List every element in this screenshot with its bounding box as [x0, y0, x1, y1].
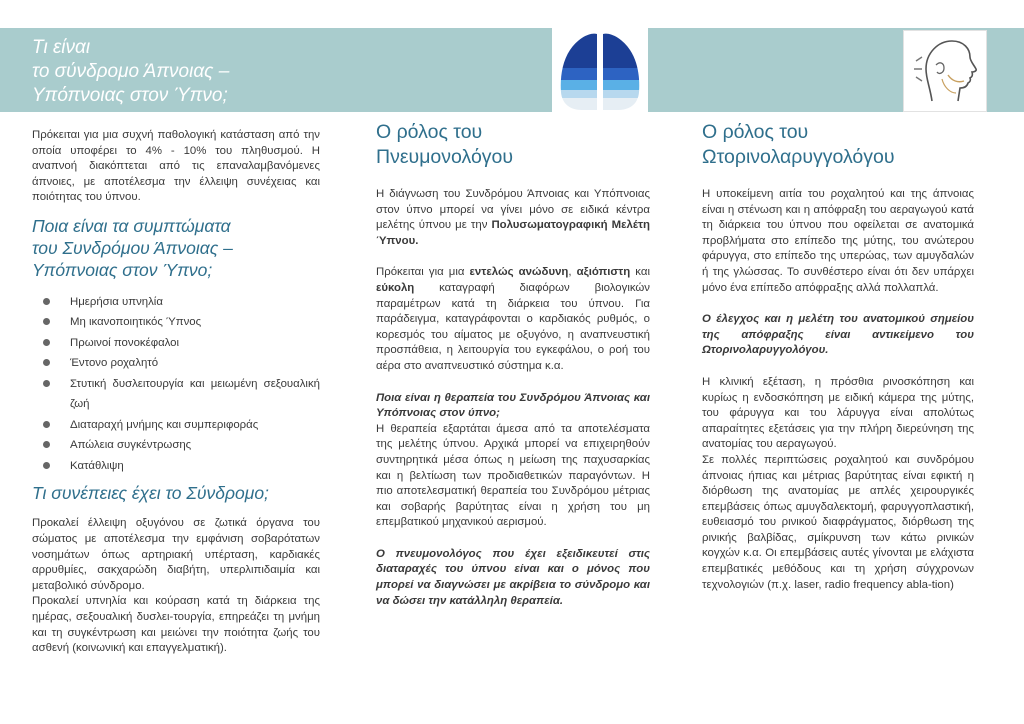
- polysomnography-paragraph: Πρόκειται για μια εντελώς ανώδυνη, αξιόπιστη και εύκολη καταγραφή διαφόρων βιολογικών παραμέτρων κατά τη διάρκεια του ύπνου. Για παράδειγμα, καταγράφονται ο καρδιακός ρυθμός, ο κορεσμός του αίματος με οξυγόνο, η αναπνευστική προσπάθεια, η λειτουργία του εγκεφάλου, ο ροή του αέρα στο αναπνευστικό σύστημα κ.α.: [376, 266, 650, 372]
- list-item: Στυτική δυσλειτουργία και μειωμένη σεξουαλική ζωή: [32, 374, 320, 415]
- surgery-paragraph: Σε πολλές περιπτώσεις ροχαλητού και συνδρόμου άπνοιας ήπιας και μέτριας βαρύτητας είναι εφικτή η διόρθωση της ανατομίας με απλές χειρουργικές επεμβάσεις όπως αμυγδαλεκτομή, φαρυγγοπλαστική, ευθειασμό του ρινικού διαφράγματος, διόρθωση της ρινικής βαλβίδας, σμίκρυνση των κάτω ρινικών κογχών κ.α. Οι επεμβάσεις αυτές γίνονται με ελάχιστα επεμβατικές μεθόδους και τη χρήση σύγχρονων τεχνολογιών (π.χ. laser, radio frequency abla-tion): [702, 453, 974, 591]
- list-item: Κατάθλιψη: [32, 456, 320, 477]
- symptoms-list: [32, 292, 320, 477]
- therapy-paragraph: Η θεραπεία εξαρτάται άμεσα από τα αποτελέσματα της μελέτης ύπνου. Αρχικά μπορεί να επιχειρηθούν συντηρητικά μέσα όπως η μείωση της παχυσαρκίας και η βελτίωση των προδιαθετικών παραγόντων. Η πιο αποτελεσματική θεραπεία του Συνδρόμου μέτριας και σοβαρής βαρύτητας είναι η χρήση του μη επεμβατικού μηχανικού αερισμού.: [376, 422, 650, 529]
- column-pulmonologist: [376, 120, 650, 609]
- ent-heading: Ο ρόλος του Ωτορινολαρυγγολόγου: [702, 121, 895, 168]
- list-item: Πρωινοί πονοκέφαλοι: [32, 333, 320, 354]
- lungs-icon: [552, 28, 648, 112]
- face-profile-icon: [904, 31, 986, 111]
- column-syndrome: [32, 128, 320, 657]
- page-title: Τι είναι το σύνδρομο Άπνοιας – Υπόπνοιας στον Ύπνο;: [32, 37, 230, 106]
- intro-paragraph: Πρόκειται για μια συχνή παθολογική κατάσταση από την οποία υποφέρει το 4% - 10% του πληθυσμού. Η αναπνοή διακόπτεται από τις επαναλαμβανόμενες άπνοιες, με αποτέλεσμα την έλλειψη συνέχειας και ποιότητας του ύπνου.: [32, 129, 320, 204]
- examination-paragraph: Η κλινική εξέταση, η πρόσθια ρινοσκόπηση και κυρίως η ενδοσκόπηση με ειδική κάμερα της μύτης, του φάρυγγα και του λάρυγγα είναι απολύτως απαραίτητες εξετάσεις για την πλήρη διερεύνηση της ανατομίας του αεραγωγού.: [702, 375, 974, 451]
- lungs-image: [552, 28, 648, 112]
- ent-emphasis: Ο έλεγχος και η μελέτη του ανατομικού σημείου της απόφραξης είναι αντικείμενο του Ωτορινολαρυγγολόγου.: [702, 313, 974, 357]
- face-image: [903, 30, 987, 112]
- diagnosis-paragraph: Η διάγνωση του Συνδρόμου Άπνοιας και Υπόπνοιας στον ύπνο μπορεί να γίνει μόνο σε ειδικά κέντρα μελέτης ύπνου με την Πολυσωματογραφική Μελέτη Ύπνου.: [376, 188, 651, 247]
- list-item: Απώλεια συγκέντρωσης: [32, 435, 320, 456]
- pulmonologist-heading: Ο ρόλος του Πνευμονολόγου: [376, 121, 514, 168]
- list-item: Μη ικανοποιητικός Ύπνος: [32, 312, 320, 333]
- cause-paragraph: Η υποκείμενη αιτία του ροχαλητού και της άπνοιας είναι η στένωση και η απόφραξη του αεραγωγού κατά τη διάρκεια του ύπνου που οφείλεται σε ανατομικά προβλήματα στο επίπεδο της μύτης, του ανώτερου φάρυγγα, στο επίπεδο της υπερώας, των αμυγδαλών ή της γλώσσας. Το συνθέστερο είναι ότι δεν υπάρχει μόνο ένα επίπεδο απόφραξης αλλά πολλαπλά.: [702, 188, 974, 294]
- consequences-paragraph-2: Προκαλεί υπνηλία και κούραση κατά τη διάρκεια της ημέρας, σεξουαλική δυσλει-τουργία, επηρεάζει τη μνήμη και τη συγκέντρωση και μειώνει την ποιότητα ζωής του ασθενή (κοινωνική και επαγγελματική).: [32, 595, 320, 655]
- list-item: Διαταραχή μνήμης και συμπεριφοράς: [32, 415, 320, 436]
- consequences-paragraph-1: Προκαλεί έλλειψη οξυγόνου σε ζωτικά όργανα του σώματος με αποτέλεσμα την εμφάνιση σοβαρότατων νοσημάτων όπως αρτηριακή υπέρταση, καρδιακές αρρυθμίες, σακχαρώδη διαβήτη, υπερλιπιδαιμία και μεταβολικό σύνδρομο.: [32, 517, 320, 592]
- symptoms-heading: Ποια είναι τα συμπτώματα του Συνδρόμου Άπνοιας – Υπόπνοιας στον Ύπνο;: [32, 215, 233, 280]
- list-item: Έντονο ροχαλητό: [32, 353, 320, 374]
- column-ent: [702, 120, 974, 593]
- consequences-heading: Τι συνέπειες έχει το Σύνδρομο;: [32, 483, 269, 504]
- pulmonologist-closing: Ο πνευμονολόγος που έχει εξειδικευτεί στις διαταραχές του ύπνου είναι και ο μόνος που μπορεί να διαγνώσει με ακρίβεια το σύνδρομο και να δώσει την κατάλληλη θεραπεία.: [376, 547, 650, 607]
- list-item: Ημερήσια υπνηλία: [32, 292, 320, 313]
- therapy-heading: Ποια είναι η θεραπεία του Συνδρόμου Άπνοιας και Υπόπνοιας στον ύπνο;: [376, 391, 650, 420]
